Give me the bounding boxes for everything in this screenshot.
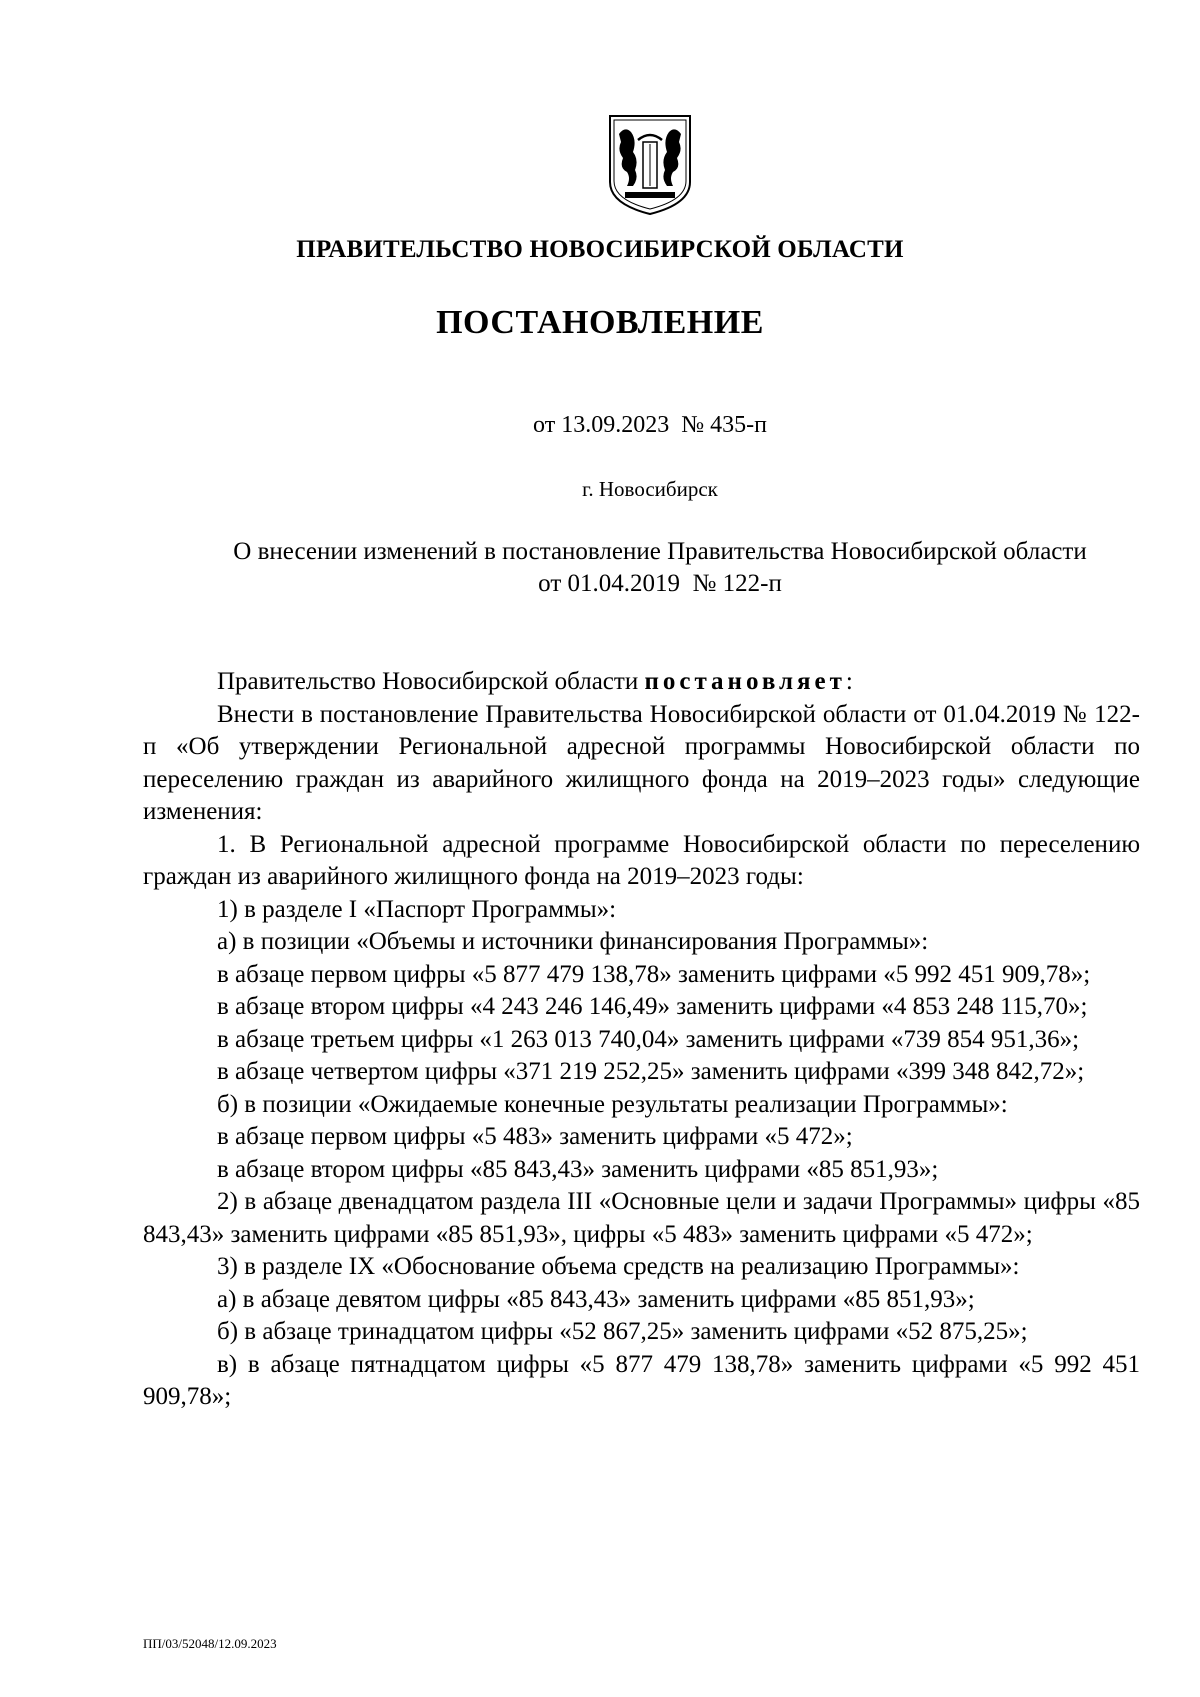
body-paragraph: в абзаце третьем цифры «1 263 013 740,04» заменить цифрами «739 854 951,36»; xyxy=(217,1025,1080,1053)
body-paragraph: в абзаце четвертом цифры «371 219 252,25» заменить цифрами «399 348 842,72»; xyxy=(217,1058,1085,1085)
document-date: от 13.09.2023 xyxy=(533,412,670,438)
body-paragraph: а) в позиции «Объемы и источники финансирования Программы»: xyxy=(217,928,929,955)
document-subject xyxy=(60,536,1200,600)
preamble-colon: : xyxy=(845,668,853,695)
preamble-paragraph xyxy=(143,666,1140,699)
body-paragraph: в абзаце втором цифры «85 843,43» заменить цифрами «85 851,93»; xyxy=(217,1155,939,1183)
document-type-title: ПОСТАНОВЛЕНИЕ xyxy=(436,304,764,341)
preamble-emphasis: постановляет xyxy=(644,668,846,695)
body-paragraph: в абзаце втором цифры «4 243 246 146,49» заменить цифрами «4 853 248 115,70»; xyxy=(217,993,1088,1020)
footer-document-code: ПП/03/52048/12.09.2023 xyxy=(143,1636,277,1651)
document-city: г. Новосибирск xyxy=(582,477,718,501)
body-paragraph: в) в абзаце пятнадцатом цифры «5 877 479 138,78» заменить цифрами «5 992 451 909,78»; xyxy=(143,1350,1140,1410)
preamble-text: Правительство Новосибирской области xyxy=(217,668,639,695)
body-paragraph: 3) в разделе IX «Обоснование объема средств на реализацию Программы»: xyxy=(217,1253,1020,1280)
body-paragraph: б) в абзаце тринадцатом цифры «52 867,25» заменить цифрами «52 875,25»; xyxy=(217,1318,1028,1345)
subject-line-1: О внесении изменений в постановление Правительства Новосибирской области xyxy=(233,538,1087,565)
body-paragraph: 2) в абзаце двенадцатом раздела III «Основные цели и задачи Программы» цифры «85 843,43» заменить цифрами «85 851,93», цифры «5 483» заменить цифрами «5 472»; xyxy=(143,1188,1140,1248)
subject-line-2: от 01.04.2019 № 122-п xyxy=(538,570,782,597)
organization-name: ПРАВИТЕЛЬСТВО НОВОСИБИРСКОЙ ОБЛАСТИ xyxy=(296,236,904,263)
body-paragraph: в абзаце первом цифры «5 483» заменить цифрами «5 472»; xyxy=(217,1123,853,1150)
document-body xyxy=(143,666,1140,1414)
document-number: № 435-п xyxy=(681,412,767,438)
body-paragraph: а) в абзаце девятом цифры «85 843,43» заменить цифрами «85 851,93»; xyxy=(217,1285,975,1313)
body-paragraph: в абзаце первом цифры «5 877 479 138,78» заменить цифрами «5 992 451 909,78»; xyxy=(217,960,1091,988)
body-paragraph: б) в позиции «Ожидаемые конечные результаты реализации Программы»: xyxy=(217,1090,1008,1118)
coat-of-arms-icon xyxy=(605,112,695,216)
body-paragraph: 1. В Региональной адресной программе Новосибирской области по переселению граждан из аварийного жилищного фонда на 2019–2023 годы: xyxy=(143,830,1140,890)
body-paragraph: 1) в разделе I «Паспорт Программы»: xyxy=(217,895,617,923)
body-paragraph: Внести в постановление Правительства Новосибирской области от 01.04.2019 № 122-п «Об утверждении Региональной адресной программы Новосибирской области по переселению граждан из аварийного жилищного фонда на 2019–2023 годы» следующие изменения: xyxy=(143,700,1140,825)
document-date-number xyxy=(50,412,1200,439)
